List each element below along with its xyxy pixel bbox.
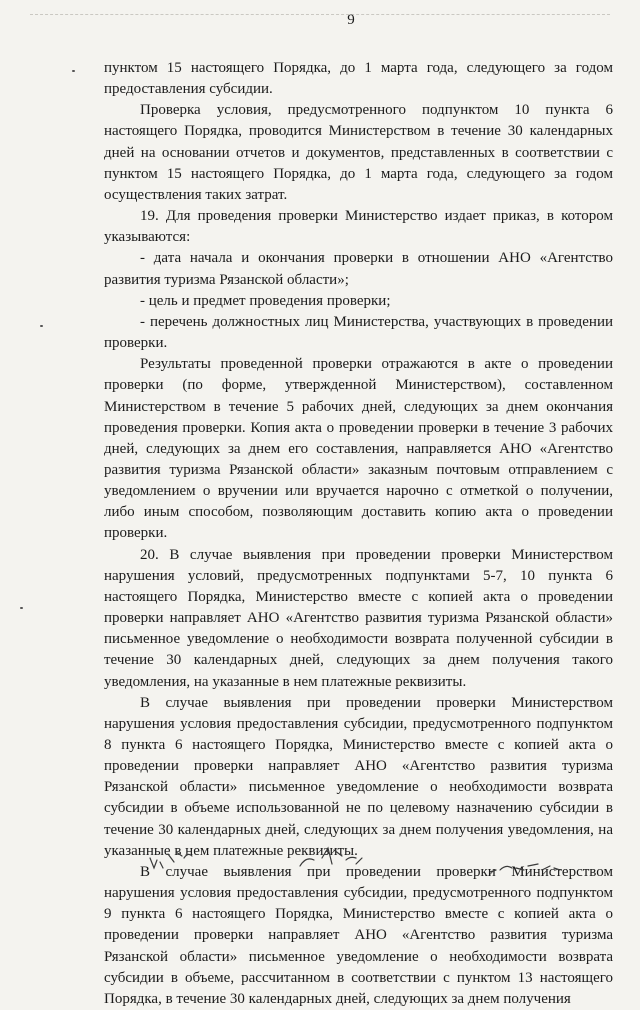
handwritten-initials-marks bbox=[0, 840, 640, 900]
paragraph-results: Результаты проведенной проверки отражаются в акте о проведении проверки (по форме, утвержденной Министерством), составленном Министерством в течение 5 рабочих дней, следующих за днем окончания проведения проверки. Копия акта о проведении проверки в течение 3 рабочих дней, следующих за днем его составления, направляется АНО «Агентство развития туризма Рязанской области» заказным почтовым отправлением с уведомлением о вручении или вручается нарочно с отметкой о получении, либо иным способом, позволяющим доставить копию акта о проведении проверки. bbox=[104, 356, 613, 542]
list-item-goal: - цель и предмет проведения проверки; bbox=[140, 292, 391, 309]
page-number: 9 bbox=[347, 12, 355, 28]
scan-speck bbox=[20, 607, 23, 609]
scan-speck bbox=[40, 325, 43, 327]
scan-speck bbox=[72, 70, 75, 72]
paragraph-continuation: пунктом 15 настоящего Порядка, до 1 марта года, следующего за годом предоставления субсидии. bbox=[104, 60, 613, 98]
list-item-dates: - дата начала и окончания проверки в отношении АНО «Агентство развития туризма Рязанской области»; bbox=[104, 250, 613, 288]
paragraph-check-condition: Проверка условия, предусмотренного подпунктом 10 пункта 6 настоящего Порядка, проводится Министерством в течение 30 календарных дней на основании отчетов и документов, представленных в соответствии с пунктом 15 настоящего Порядка, до 1 марта года, следующего за годом осуществления таких затрат. bbox=[104, 102, 613, 203]
paragraph-violation-9: В случае выявления при проведении проверки Министерством нарушения условия предоставления субсидии, предусмотренного подпунктом 9 пункта 6 настоящего Порядка, Министерство вместе с копией акта о проведении проверки направляет АНО «Агентство развития туризма Рязанской области» письменное уведомление о необходимости возврата субсидии в объеме, рассчитанном в соответствии с пунктом 13 настоящего Порядка, в течение 30 календарных дней, следующих за днем получения bbox=[104, 863, 613, 1007]
paragraph-violation-8: В случае выявления при проведении проверки Министерством нарушения условия предоставления субсидии, предусмотренного подпунктом 8 пункта 6 настоящего Порядка, Министерство вместе с копией акта о проведении проверки направляет АНО «Агентство развития туризма Рязанской области» письменное уведомление о необходимости возврата субсидии в объеме использованной не по целевому назначению субсидии в течение 30 календарных дней, следующих за днем получения уведомления, на указанные в нем платежные реквизиты. bbox=[104, 694, 613, 859]
list-item-officials: - перечень должностных лиц Министерства, участвующих в проведении проверки. bbox=[104, 313, 613, 352]
paragraph-20: 20. В случае выявления при проведении проверки Министерством нарушения условий, предусмотренных подпунктами 5-7, 10 пункта 6 настоящего Порядка, Министерство вместе с копией акта о проведении проверки направляет АНО «Агентство развития туризма Рязанской области» письменное уведомление о необходимости возврата полученной субсидии в течение 30 календарных дней, следующих за днем получения такого уведомления, на указанные в нем платежные реквизиты. bbox=[104, 546, 613, 690]
paragraph-19: 19. Для проведения проверки Министерство издает приказ, в котором указываются: bbox=[104, 208, 613, 246]
